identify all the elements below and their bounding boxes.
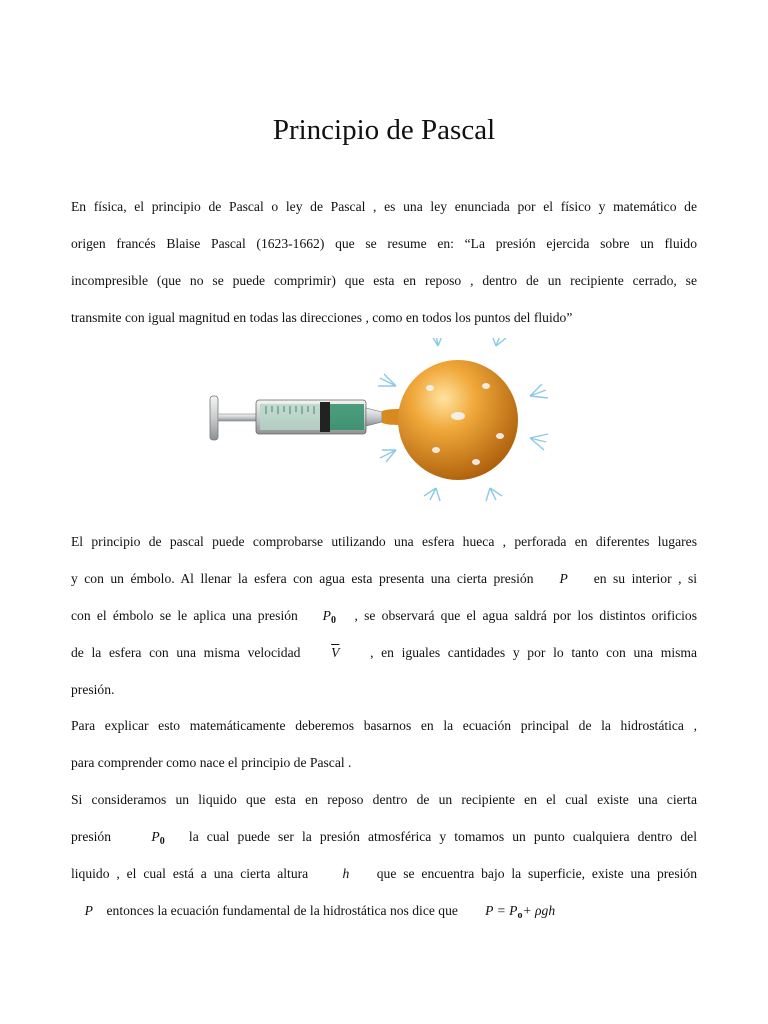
symbol-p0-base: P bbox=[322, 608, 331, 623]
p2-line-4-text-a: de la esfera con una misma velocidad bbox=[71, 645, 301, 660]
p2-line-3-text-b: , se observará que el agua saldrá por los distintos orificios bbox=[354, 608, 697, 623]
p2-line-3-text-a: con el émbolo se le aplica una presión bbox=[71, 608, 298, 623]
p4-line-2-text-b: la cual puede ser la presión atmosférica y tomamos un punto cualquiera dentro del bbox=[188, 829, 697, 844]
intro-paragraph bbox=[71, 188, 697, 336]
paragraph-hydrostatics bbox=[71, 781, 697, 929]
p2-line-4-text-b: , en iguales cantidades y por lo tanto con una misma bbox=[370, 645, 698, 660]
hydrostatic-equation bbox=[485, 903, 556, 921]
p4-line-4-text: entonces la ecuación fundamental de la hidrostática nos dice que bbox=[106, 903, 458, 918]
p4-line-3-text-a: liquido , el cual está a una cierta altura bbox=[71, 866, 309, 881]
plunger-rod bbox=[218, 414, 258, 421]
page-title: Principio de Pascal bbox=[272, 114, 496, 146]
p4-line-4 bbox=[71, 892, 697, 929]
p3-line-2: para comprender como nace el principio de Pascal . bbox=[71, 755, 352, 770]
symbol-p: P bbox=[84, 903, 93, 918]
equation-tail: + ρgh bbox=[522, 903, 556, 918]
p2-line-1: El principio de pascal puede comprobarse utilizando una esfera hueca , perforada en diferentes lugares bbox=[71, 534, 697, 549]
symbol-p: P bbox=[559, 571, 568, 586]
syringe-liquid bbox=[330, 404, 364, 430]
intro-line-2: origen francés Blaise Pascal (1623-1662) que se resume en: “La presión ejercida sobre un fluido bbox=[71, 236, 697, 251]
p4-line-2-text-a: presión bbox=[71, 829, 112, 844]
symbol-p0 bbox=[151, 829, 165, 847]
equation-sub: o bbox=[517, 910, 523, 921]
p2-line-4 bbox=[71, 634, 697, 671]
p2-line-2 bbox=[71, 560, 697, 597]
symbol-h: h bbox=[342, 866, 350, 881]
p4-line-1: Si consideramos un liquido que esta en reposo dentro de un recipiente en el cual existe una cierta bbox=[71, 792, 697, 807]
p2-line-3 bbox=[71, 597, 697, 634]
symbol-v-vector: $\overline{V}$ bbox=[331, 645, 340, 660]
symbol-p0-sub: 0 bbox=[159, 836, 165, 847]
symbol-p0-base: P bbox=[151, 829, 160, 844]
p3-line-1: Para explicar esto matemáticamente deberemos basarnos en la ecuación principal de la hidrostática , bbox=[71, 718, 697, 733]
intro-line-4: transmite con igual magnitud en todas las direcciones , como en todos los puntos del fluido” bbox=[71, 310, 573, 325]
p2-line-5: presión. bbox=[71, 682, 115, 697]
paragraph-demonstration bbox=[71, 523, 697, 708]
equation-left: P = P bbox=[485, 903, 518, 918]
p2-line-2-text-a: y con un émbolo. Al llenar la esfera con agua esta presenta una cierta presión bbox=[71, 571, 534, 586]
plunger-handle bbox=[210, 396, 218, 440]
paragraph-explanation bbox=[71, 707, 697, 781]
symbol-p0-sub: 0 bbox=[330, 615, 336, 626]
intro-line-3: incompresible (que no se puede comprimir) que esta en reposo , dentro de un recipiente cerrado, se bbox=[71, 273, 697, 288]
p4-line-3-text-b: que se encuentra bajo la superficie, existe una presión bbox=[376, 866, 697, 881]
symbol-p0 bbox=[322, 608, 336, 626]
syringe-piston bbox=[320, 402, 330, 432]
pascal-syringe-sphere-illustration bbox=[200, 338, 560, 503]
p4-line-2 bbox=[71, 818, 697, 855]
intro-line-1: En física, el principio de Pascal o ley de Pascal , es una ley enunciada por el físico y matemático de bbox=[71, 199, 697, 214]
p2-line-2-text-b: en su interior , si bbox=[593, 571, 698, 586]
p4-line-3 bbox=[71, 855, 697, 892]
syringe-nozzle bbox=[366, 408, 382, 426]
